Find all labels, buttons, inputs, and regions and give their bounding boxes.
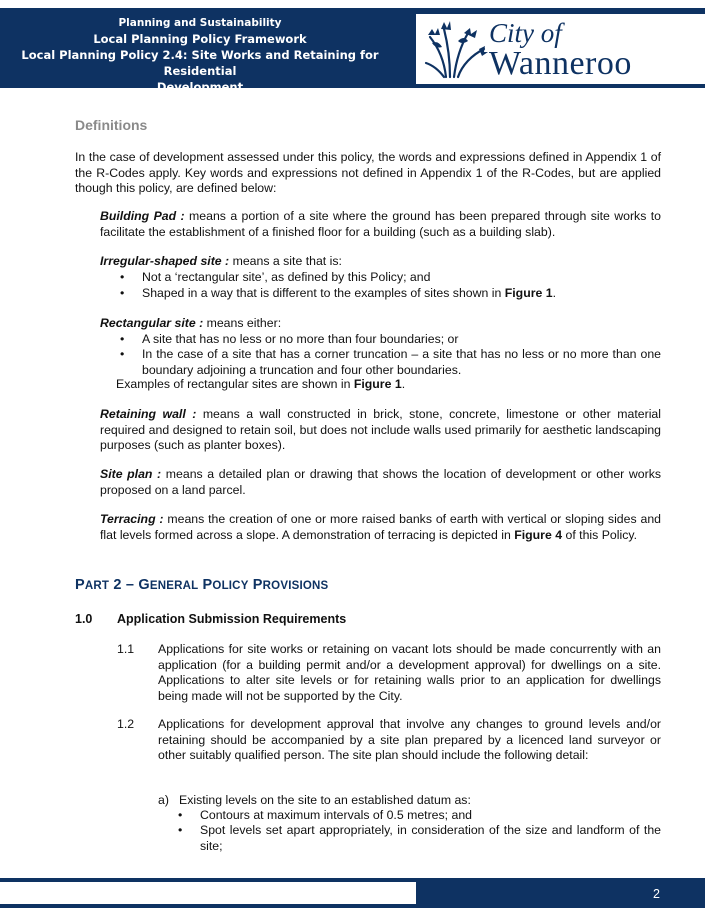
header-department: Planning and Sustainability: [118, 17, 282, 29]
list-item: • A site that has no less or no more than four boundaries; or: [120, 332, 459, 346]
footer-rule-bottom: [0, 904, 705, 908]
footer-page-box: [416, 882, 705, 904]
definition-rectangular-site: Rectangular site : means either:: [100, 316, 282, 330]
bullet-icon: •: [120, 332, 125, 346]
clause-number: 1.1: [117, 642, 135, 656]
definition-retaining-wall: Retaining wall : means a wall constructed in brick, stone, concrete, limestone or other material required and designed to retain soil, but does not include walls used primarily for aesthetic landscaping purposes (such as planter boxes).: [100, 407, 661, 452]
header-policy-title: Local Planning Policy 2.4: Site Works and Retaining for Residential: [21, 48, 379, 78]
term-retaining-wall: Retaining wall :: [100, 407, 197, 421]
definition-site-plan: Site plan : means a detailed plan or drawing that shows the location of development or other works proposed on a land parcel.: [100, 467, 661, 497]
bullet-icon: •: [178, 823, 183, 837]
list-item: • Not a ‘rectangular site’, as defined by this Policy; and: [120, 270, 431, 284]
sub-clause-label: a): [158, 793, 169, 807]
list-item: • Contours at maximum intervals of 0.5 metres; and: [178, 808, 473, 822]
logo-wanneroo-text: Wanneroo: [489, 45, 632, 82]
page-number: 2: [653, 887, 660, 901]
sub-clause-text: Existing levels on the site to an established datum as:: [179, 793, 471, 807]
term-irregular-site: Irregular-shaped site :: [100, 254, 230, 268]
definition-terracing: Terracing : means the creation of one or more raised banks of earth with vertical or sloping sides and flat levels formed across a slope. A demonstration of terracing is depicted in Figure 4 of this Policy.: [100, 512, 661, 542]
clause-number: 1.2: [117, 717, 135, 731]
term-site-plan: Site plan :: [100, 467, 162, 481]
list-item: • Shaped in a way that is different to the examples of sites shown in Figure 1.: [120, 286, 557, 300]
kangaroo-paw-icon: [424, 19, 488, 79]
section-title: Application Submission Requirements: [117, 612, 347, 626]
clause-text: Applications for site works or retaining on vacant lots should be made concurrently with an application (for a building permit and/or a development approval) for dwellings on a site. Applications to alter site levels or for retaining walls prior to an application for dwellings being made will not be supported by the City.: [158, 642, 661, 703]
definitions-intro: In the case of development assessed under this policy, the words and expressions defined in Appendix 1 of the R-Codes apply. Key words and expressions not defined in Appendix 1 of the R-Codes, but are applied though this policy, are defined below:: [75, 150, 661, 195]
term-building-pad: Building Pad :: [100, 209, 185, 223]
list-item: • In the case of a site that has a corner truncation – a site that has no less or no more than one boundary adjoining a truncation and four other boundaries.: [120, 347, 661, 377]
rectangular-examples-note: Examples of rectangular sites are shown in Figure 1.: [116, 377, 406, 391]
definitions-heading: Definitions: [75, 117, 148, 133]
term-rectangular-site: Rectangular site :: [100, 316, 204, 330]
bullet-icon: •: [120, 270, 125, 284]
bullet-icon: •: [178, 808, 183, 822]
header-policy-title-cont: Development: [156, 80, 244, 94]
header-framework: Local Planning Policy Framework: [93, 32, 307, 46]
clause-text: Applications for development approval that involve any changes to ground levels and/or retaining should be accompanied by a site plan prepared by a licenced land surveyor or other suitably qualified person. The site plan should include the following detail:: [158, 717, 661, 762]
list-item: • Spot levels set apart appropriately, in consideration of the size and landform of the site;: [178, 823, 661, 853]
term-terracing: Terracing :: [100, 512, 164, 526]
city-logo: [416, 14, 705, 84]
bullet-icon: •: [120, 347, 125, 361]
section-number: 1.0: [75, 612, 93, 626]
bullet-icon: •: [120, 286, 125, 300]
definition-irregular-site: Irregular-shaped site : means a site that is:: [100, 254, 342, 268]
header-title-block: [10, 15, 390, 95]
part2-heading: PART 2 – GENERAL POLICY PROVISIONS: [75, 577, 329, 593]
logo-city-text: City of: [489, 18, 562, 48]
definition-building-pad: Building Pad : means a portion of a site where the ground has been prepared through site works to facilitate the establishment of a finished floor for a building (such as a building slab).: [100, 209, 662, 239]
